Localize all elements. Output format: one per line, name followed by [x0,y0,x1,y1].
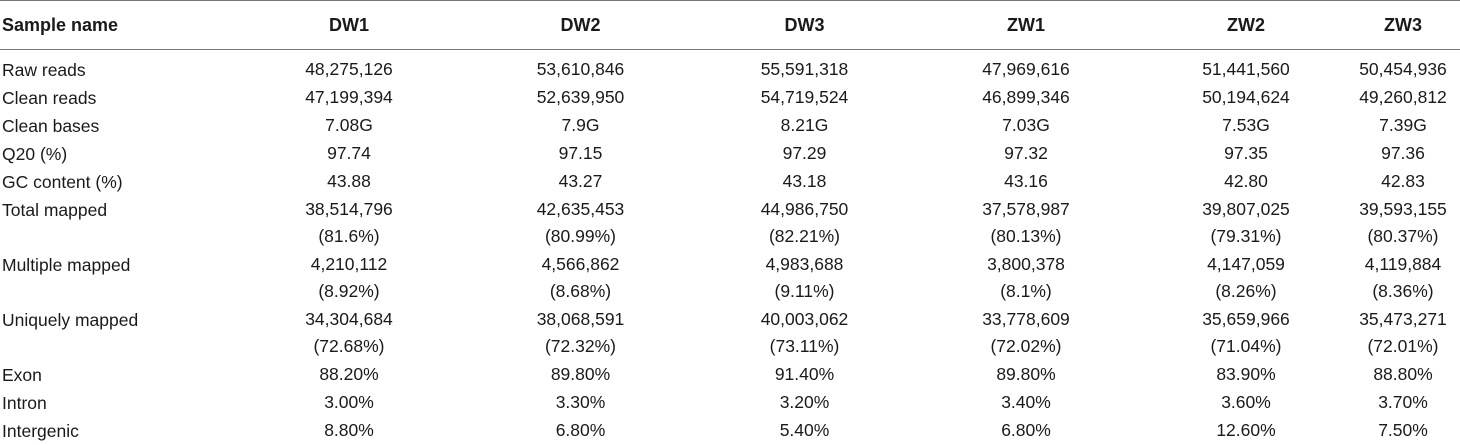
cell-value: 7.08G [240,112,458,139]
cell-value: 43.18 [703,168,906,195]
table-cell [1146,306,1346,361]
cell-value: 7.50% [1346,417,1460,444]
table-row [0,306,1460,361]
cell-value: 7.39G [1346,112,1460,139]
cell-value: 4,210,112 [240,251,458,278]
table-cell [703,112,906,140]
cell-percentage: (80.99%) [458,223,703,250]
table-cell [458,361,703,389]
cell-percentage: (80.13%) [906,223,1146,250]
cell-value: 4,147,059 [1146,251,1346,278]
table-cell [906,196,1146,251]
cell-percentage: (82.21%) [703,223,906,250]
table-cell [240,417,458,445]
table-row [0,417,1460,445]
table-row [0,196,1460,251]
table-cell [906,50,1146,85]
table-cell [906,84,1146,112]
cell-value: 89.80% [906,361,1146,388]
cell-value: 97.15 [458,140,703,167]
table-cell [240,140,458,168]
table-cell [1346,417,1460,445]
header-zw1: ZW1 [906,1,1146,50]
cell-value: 12.60% [1146,417,1346,444]
cell-value: 97.32 [906,140,1146,167]
cell-percentage: (8.68%) [458,278,703,305]
header-dw3: DW3 [703,1,906,50]
cell-value: 37,578,987 [906,196,1146,223]
table-cell [1346,306,1460,361]
table-cell [240,50,458,85]
cell-value: 97.74 [240,140,458,167]
table-cell [1346,112,1460,140]
row-label: Uniquely mapped [0,306,240,361]
table-cell [703,389,906,417]
table-cell [1146,140,1346,168]
cell-value: 89.80% [458,361,703,388]
table-cell [1146,361,1346,389]
table-cell [1346,84,1460,112]
header-zw2: ZW2 [1146,1,1346,50]
table-cell [906,168,1146,196]
cell-value: 43.16 [906,168,1146,195]
cell-percentage: (81.6%) [240,223,458,250]
cell-value: 42.83 [1346,168,1460,195]
table-cell [906,140,1146,168]
cell-value: 53,610,846 [458,56,703,83]
table-row [0,389,1460,417]
cell-value: 7.9G [458,112,703,139]
cell-value: 97.36 [1346,140,1460,167]
table-row [0,140,1460,168]
table-cell [1346,50,1460,85]
table-cell [703,361,906,389]
cell-value: 54,719,524 [703,84,906,111]
table-cell [240,361,458,389]
cell-percentage: (8.36%) [1346,278,1460,305]
table-header [0,1,1460,50]
cell-value: 3.70% [1346,389,1460,416]
header-dw1: DW1 [240,1,458,50]
table-cell [240,84,458,112]
row-label: Exon [0,361,240,389]
table-cell [1146,84,1346,112]
cell-percentage: (9.11%) [703,278,906,305]
cell-value: 97.35 [1146,140,1346,167]
cell-percentage: (80.37%) [1346,223,1460,250]
table-cell [240,389,458,417]
cell-value: 88.80% [1346,361,1460,388]
row-label: Intergenic [0,417,240,445]
table-cell [1146,251,1346,306]
table-cell [703,251,906,306]
table-row [0,84,1460,112]
cell-value: 48,275,126 [240,56,458,83]
cell-percentage: (8.1%) [906,278,1146,305]
cell-value: 8.21G [703,112,906,139]
table-cell [703,417,906,445]
cell-value: 39,807,025 [1146,196,1346,223]
cell-value: 47,969,616 [906,56,1146,83]
cell-value: 35,473,271 [1346,306,1460,333]
table-cell [458,389,703,417]
table-cell [1346,251,1460,306]
cell-value: 38,514,796 [240,196,458,223]
cell-value: 97.29 [703,140,906,167]
cell-value: 34,304,684 [240,306,458,333]
cell-value: 5.40% [703,417,906,444]
cell-value: 7.03G [906,112,1146,139]
row-label: Clean bases [0,112,240,140]
cell-value: 4,983,688 [703,251,906,278]
cell-value: 3.60% [1146,389,1346,416]
header-row [0,1,1460,50]
table-row [0,361,1460,389]
table-cell [1146,417,1346,445]
table-cell [240,196,458,251]
cell-value: 6.80% [458,417,703,444]
table-cell [906,251,1146,306]
table-cell [703,196,906,251]
header-sample-name: Sample name [0,1,240,50]
table-cell [1146,168,1346,196]
row-label: Q20 (%) [0,140,240,168]
table-cell [906,389,1146,417]
table-cell [458,84,703,112]
table-cell [458,112,703,140]
table-row [0,168,1460,196]
table-cell [906,417,1146,445]
cell-percentage: (72.32%) [458,333,703,360]
table-cell [1346,168,1460,196]
cell-percentage: (8.92%) [240,278,458,305]
cell-value: 3.30% [458,389,703,416]
table-cell [703,168,906,196]
cell-value: 3.20% [703,389,906,416]
cell-value: 39,593,155 [1346,196,1460,223]
table-cell [906,306,1146,361]
table-cell [906,361,1146,389]
table-cell [240,112,458,140]
table-cell [240,306,458,361]
cell-value: 47,199,394 [240,84,458,111]
cell-value: 3.40% [906,389,1146,416]
cell-percentage: (72.02%) [906,333,1146,360]
cell-percentage: (71.04%) [1146,333,1346,360]
table-cell [240,168,458,196]
cell-value: 51,441,560 [1146,56,1346,83]
table-cell [703,140,906,168]
header-zw3: ZW3 [1346,1,1460,50]
cell-value: 6.80% [906,417,1146,444]
row-label: Total mapped [0,196,240,251]
cell-percentage: (79.31%) [1146,223,1346,250]
table-cell [458,140,703,168]
table-cell [458,306,703,361]
cell-value: 50,194,624 [1146,84,1346,111]
header-dw2: DW2 [458,1,703,50]
row-label: Clean reads [0,84,240,112]
cell-value: 3.00% [240,389,458,416]
table-cell [240,251,458,306]
cell-value: 91.40% [703,361,906,388]
table-cell [458,50,703,85]
table-cell [703,84,906,112]
table-cell [1346,389,1460,417]
cell-value: 43.88 [240,168,458,195]
row-label: Raw reads [0,50,240,85]
cell-percentage: (73.11%) [703,333,906,360]
cell-value: 49,260,812 [1346,84,1460,111]
cell-value: 8.80% [240,417,458,444]
cell-percentage: (72.01%) [1346,333,1460,360]
table-cell [1146,112,1346,140]
table-cell [1146,389,1346,417]
row-label: Multiple mapped [0,251,240,306]
row-label: GC content (%) [0,168,240,196]
cell-value: 4,119,884 [1346,251,1460,278]
table-cell [458,196,703,251]
cell-value: 46,899,346 [906,84,1146,111]
cell-value: 55,591,318 [703,56,906,83]
table-row [0,50,1460,85]
cell-value: 40,003,062 [703,306,906,333]
table-cell [1346,361,1460,389]
table-row [0,112,1460,140]
table-cell [1346,196,1460,251]
table-cell [458,168,703,196]
cell-value: 83.90% [1146,361,1346,388]
table-cell [1346,140,1460,168]
row-label: Intron [0,389,240,417]
table-cell [1146,50,1346,85]
cell-percentage: (8.26%) [1146,278,1346,305]
cell-value: 44,986,750 [703,196,906,223]
table-cell [906,112,1146,140]
cell-value: 33,778,609 [906,306,1146,333]
cell-value: 52,639,950 [458,84,703,111]
cell-value: 42,635,453 [458,196,703,223]
table-body [0,50,1460,445]
cell-value: 4,566,862 [458,251,703,278]
cell-value: 7.53G [1146,112,1346,139]
table-cell [1146,196,1346,251]
cell-value: 88.20% [240,361,458,388]
table-cell [703,306,906,361]
cell-value: 3,800,378 [906,251,1146,278]
cell-percentage: (72.68%) [240,333,458,360]
table-cell [458,251,703,306]
cell-value: 38,068,591 [458,306,703,333]
table-cell [703,50,906,85]
cell-value: 43.27 [458,168,703,195]
cell-value: 35,659,966 [1146,306,1346,333]
cell-value: 42.80 [1146,168,1346,195]
table-cell [458,417,703,445]
table-row [0,251,1460,306]
cell-value: 50,454,936 [1346,56,1460,83]
